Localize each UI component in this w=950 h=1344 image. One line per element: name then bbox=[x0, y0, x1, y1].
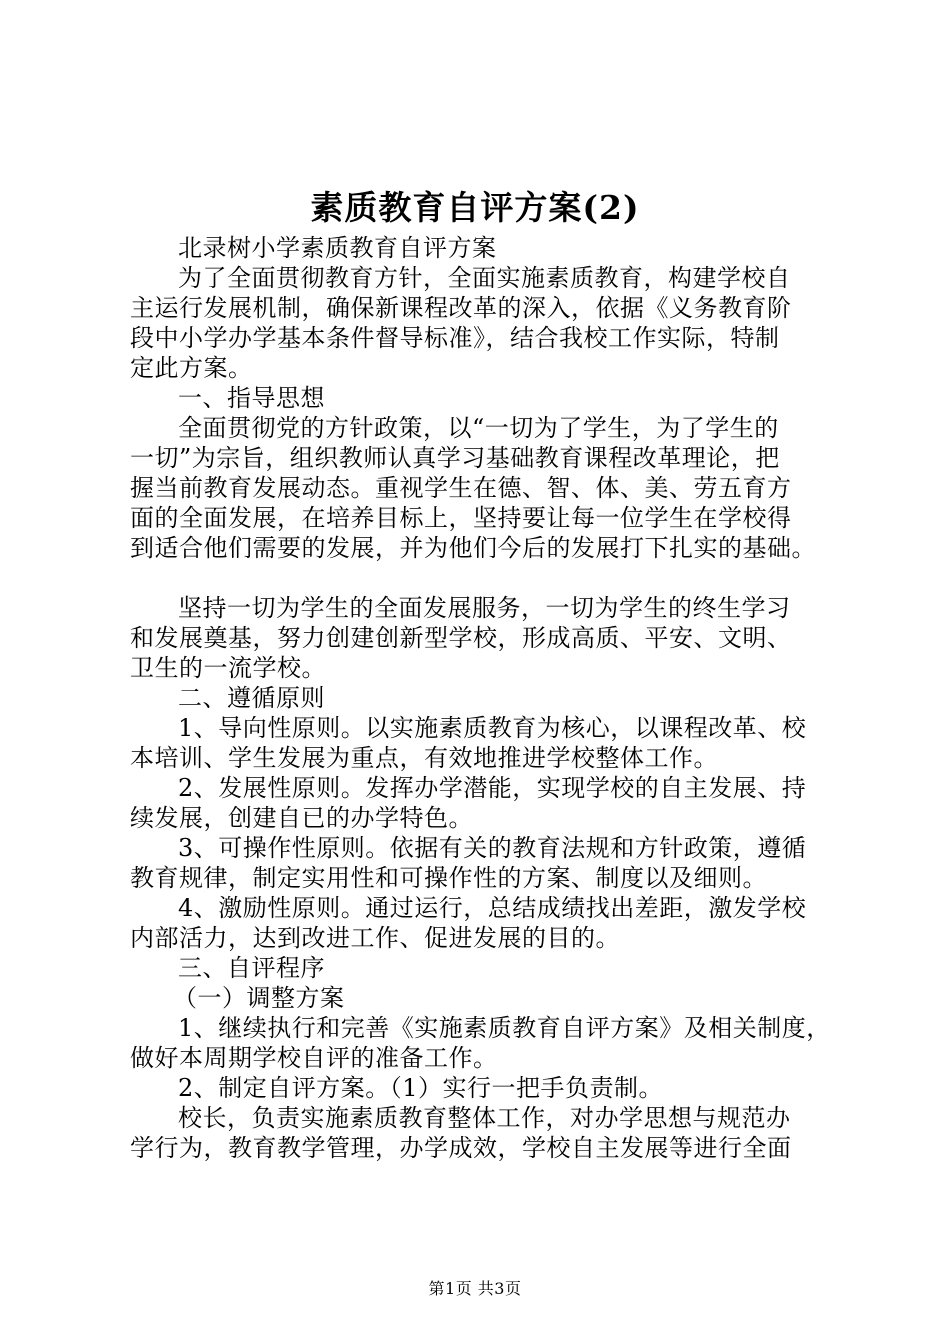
list-item-line: 续发展，创建自已的办学特色。 bbox=[130, 804, 473, 832]
paragraph-line: 段中小学办学基本条件督导标准》，结合我校工作实际，特制 bbox=[130, 324, 780, 352]
section-heading: 二、遵循原则 bbox=[178, 684, 325, 712]
paragraph-line: 和发展奠基，努力创建创新型学校，形成高质、平安、文明、 bbox=[130, 624, 792, 652]
list-item-line: 教育规律，制定实用性和可操作性的方案、制度以及细则。 bbox=[130, 864, 767, 892]
list-item-line: 内部活力，达到改进工作、促进发展的目的。 bbox=[130, 924, 620, 952]
paragraph-line: 全面贯彻党的方针政策，以“一切为了学生，为了学生的 bbox=[178, 414, 779, 442]
paragraph-line: 学行为，教育教学管理，办学成效，学校自主发展等进行全面 bbox=[130, 1134, 792, 1162]
subsection-heading: （一）调整方案 bbox=[173, 984, 345, 1012]
section-heading: 三、自评程序 bbox=[178, 954, 325, 982]
list-item-line: 1、导向性原则。以实施素质教育为核心，以课程改革、校 bbox=[178, 714, 807, 742]
list-item-line: 2、制定自评方案。（1）实行一把手负责制。 bbox=[178, 1074, 664, 1102]
document-body bbox=[130, 233, 840, 1163]
list-item-line: 1、继续执行和完善《实施素质教育自评方案》及相关制度， bbox=[178, 1014, 831, 1042]
list-item-line: 本培训、学生发展为重点，有效地推进学校整体工作。 bbox=[130, 744, 718, 772]
paragraph-line: 为了全面贯彻教育方针，全面实施素质教育，构建学校自 bbox=[178, 264, 791, 292]
subtitle-line: 北录树小学素质教育自评方案 bbox=[178, 234, 497, 262]
paragraph-line: 定此方案。 bbox=[130, 354, 253, 382]
paragraph-line: 卫生的一流学校。 bbox=[130, 654, 326, 682]
page-footer: 第1页 共3页 bbox=[428, 1279, 522, 1298]
paragraph-line: 校长，负责实施素质教育整体工作，对办学思想与规范办 bbox=[178, 1104, 791, 1132]
section-heading: 一、指导思想 bbox=[178, 384, 325, 412]
paragraph-line: 面的全面发展，在培养目标上，坚持要让每一位学生在学校得 bbox=[130, 504, 792, 532]
paragraph-gap bbox=[130, 563, 840, 593]
paragraph-line: 握当前教育发展动态。重视学生在德、智、体、美、劳五育方 bbox=[130, 474, 792, 502]
paragraph-line: 坚持一切为学生的全面发展服务，一切为学生的终生学习 bbox=[178, 594, 791, 622]
paragraph-line: 一切”为宗旨，组织教师认真学习基础教育课程改革理论，把 bbox=[130, 444, 780, 472]
paragraph-line: 到适合他们需要的发展，并为他们今后的发展打下扎实的基础。 bbox=[130, 534, 816, 562]
paragraph-line: 主运行发展机制，确保新课程改革的深入，依据《义务教育阶 bbox=[130, 294, 792, 322]
list-item-line: 3、可操作性原则。依据有关的教育法规和方针政策，遵循 bbox=[178, 834, 807, 862]
list-item-line: 做好本周期学校自评的准备工作。 bbox=[130, 1044, 498, 1072]
document-title: 素质教育自评方案(2) bbox=[310, 188, 640, 227]
list-item-line: 4、激励性原则。通过运行，总结成绩找出差距，激发学校 bbox=[178, 894, 807, 922]
list-item-line: 2、发展性原则。发挥办学潜能，实现学校的自主发展、持 bbox=[178, 774, 807, 802]
